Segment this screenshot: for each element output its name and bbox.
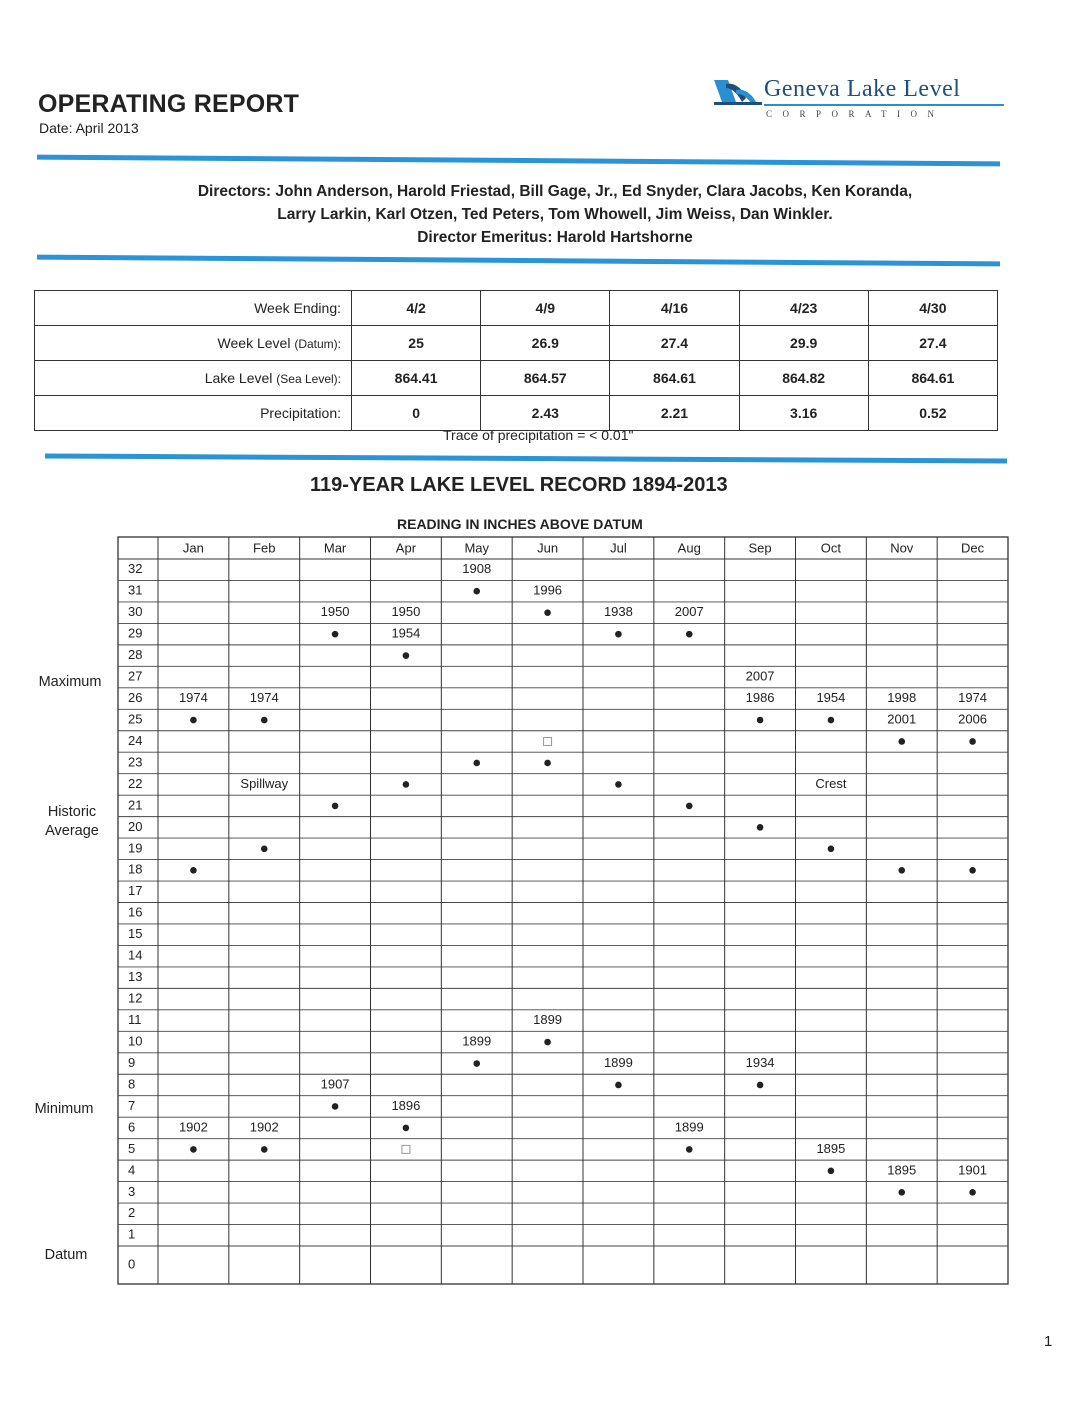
- maximum-dot: [403, 652, 410, 659]
- row-label-text: Week Ending:: [254, 300, 341, 316]
- weekly-cell: 3.16: [739, 396, 868, 431]
- month-header: Jul: [610, 540, 627, 556]
- month-header: Feb: [253, 540, 276, 556]
- record-title: 119-YEAR LAKE LEVEL RECORD 1894-2013: [310, 474, 728, 496]
- month-header: Oct: [820, 540, 842, 556]
- level-label: 24: [128, 732, 143, 748]
- maximum-year-label: 1954: [391, 625, 421, 641]
- weekly-cell: 0: [352, 396, 481, 431]
- maximum-dot: [544, 609, 551, 616]
- level-label: 17: [128, 883, 143, 899]
- row-label-text: Week Level: [217, 335, 295, 351]
- month-header: Aug: [677, 540, 701, 556]
- minimum-dot: [969, 1189, 976, 1196]
- minimum-year-label: 1902: [178, 1119, 208, 1135]
- weekly-cell: 864.57: [481, 361, 610, 396]
- maximum-dot: [757, 717, 764, 724]
- level-label: 0: [128, 1256, 136, 1272]
- minimum-dot: [615, 1082, 622, 1089]
- maximum-year-label: 2007: [745, 668, 775, 684]
- maximum-year-label: 1950: [391, 604, 421, 620]
- weekly-cell: 864.41: [352, 361, 481, 396]
- weekly-cell: 864.61: [610, 361, 739, 396]
- maximum-year-label: 1974: [178, 689, 208, 705]
- weekly-cell: 4/16: [610, 291, 739, 326]
- level-label: 3: [128, 1183, 136, 1199]
- label-minimum: Minimum: [34, 1101, 94, 1117]
- maximum-year-label: 1954: [816, 689, 846, 705]
- row-label-text: Precipitation:: [260, 405, 341, 421]
- maximum-year-label: 1908: [462, 561, 492, 577]
- directors-line-2: Larry Larkin, Karl Otzen, Ted Peters, Tom Whowell, Jim Weiss, Dan Winkler.: [277, 206, 833, 223]
- annotation-label: Spillway: [240, 775, 289, 791]
- maximum-year-label: 1996: [533, 582, 563, 598]
- minimum-year-label: 1934: [745, 1054, 775, 1070]
- row-label-text: Lake Level: [204, 370, 277, 386]
- level-label: 18: [128, 861, 143, 877]
- level-label: 29: [128, 625, 143, 641]
- level-label: 25: [128, 711, 143, 727]
- weekly-cell: 4/30: [868, 291, 997, 326]
- weekly-cell: 2.21: [610, 396, 739, 431]
- minimum-year-label: 1901: [958, 1162, 988, 1178]
- month-header: Jun: [537, 540, 559, 556]
- level-label: 10: [128, 1033, 143, 1049]
- minimum-dot: [828, 1168, 835, 1175]
- level-label: 19: [128, 840, 143, 856]
- weekly-cell: 4/2: [352, 291, 481, 326]
- level-label: 16: [128, 904, 143, 920]
- row-label-unit: (Sea Level):: [276, 372, 341, 386]
- weekly-cell: 864.82: [739, 361, 868, 396]
- minimum-dot: [332, 1103, 339, 1110]
- minimum-year-label: 1902: [249, 1119, 279, 1135]
- maximum-year-label: 1950: [320, 604, 350, 620]
- maximum-year-label: 2007: [674, 604, 704, 620]
- level-label: 4: [128, 1162, 136, 1178]
- minimum-year-label: 1899: [674, 1119, 704, 1135]
- logo-subtitle: CORPORATION: [766, 109, 945, 119]
- month-header: Apr: [395, 540, 417, 556]
- maximum-dot: [615, 631, 622, 638]
- minimum-year-label: 1899: [603, 1054, 633, 1070]
- report-date: Date: April 2013: [39, 120, 139, 136]
- minimum-dot: [898, 1189, 905, 1196]
- level-label: 8: [128, 1076, 136, 1092]
- label-maximum: Maximum: [38, 674, 102, 690]
- minimum-year-label: 1896: [391, 1097, 421, 1113]
- historic-average-dot: [261, 846, 268, 853]
- minimum-dot: [473, 1060, 480, 1067]
- month-header: Jan: [182, 540, 204, 556]
- level-label: 21: [128, 797, 143, 813]
- annotation-label: Crest: [815, 775, 847, 791]
- maximum-dot: [261, 717, 268, 724]
- level-label: 30: [128, 604, 143, 620]
- weekly-cell: 27.4: [610, 326, 739, 361]
- weekly-cell: 26.9: [481, 326, 610, 361]
- report-title: OPERATING REPORT: [38, 90, 300, 118]
- level-label: 28: [128, 647, 143, 663]
- month-header: May: [464, 540, 490, 556]
- minimum-year-label: 1907: [320, 1076, 350, 1092]
- directors-line-1: Directors: John Anderson, Harold Friestad, Bill Gage, Jr., Ed Snyder, Clara Jacobs, Ken Koranda,: [197, 183, 913, 200]
- historic-average-dot: [898, 867, 905, 874]
- maximum-year-label: 1974: [958, 689, 988, 705]
- level-label: 15: [128, 926, 143, 942]
- maximum-dot: [898, 738, 905, 745]
- level-label: 23: [128, 754, 143, 770]
- label-average: Average: [45, 823, 99, 839]
- weekly-cell: 27.4: [868, 326, 997, 361]
- historic-average-dot: [757, 824, 764, 831]
- historic-average-dot: [828, 846, 835, 853]
- level-label: 22: [128, 775, 143, 791]
- minimum-year-label: 1895: [887, 1162, 917, 1178]
- maximum-year-label: 1974: [249, 689, 279, 705]
- weekly-cell: 29.9: [739, 326, 868, 361]
- level-label: 20: [128, 818, 143, 834]
- historic-average-dot: [403, 781, 410, 788]
- maximum-year-label: 2006: [958, 711, 988, 727]
- current-level-marker: [402, 1145, 410, 1153]
- label-historic: Historic: [47, 804, 97, 820]
- level-label: 26: [128, 689, 143, 705]
- weekly-cell: 2.43: [481, 396, 610, 431]
- month-header: Nov: [890, 540, 914, 556]
- minimum-dot: [757, 1082, 764, 1089]
- historic-average-dot: [615, 781, 622, 788]
- maximum-dot: [190, 717, 197, 724]
- level-label: 27: [128, 668, 143, 684]
- grid-frame: [118, 537, 1008, 1284]
- weekly-cell: 4/23: [739, 291, 868, 326]
- maximum-dot: [969, 738, 976, 745]
- historic-average-dot: [190, 867, 197, 874]
- level-label: 5: [128, 1140, 136, 1156]
- weekly-cell: 864.61: [868, 361, 997, 396]
- maximum-year-label: 1986: [745, 689, 775, 705]
- minimum-dot: [544, 1039, 551, 1046]
- logo-name: Geneva Lake Level: [764, 76, 961, 102]
- minimum-dot: [403, 1125, 410, 1132]
- minimum-dot: [261, 1146, 268, 1153]
- historic-average-dot: [969, 867, 976, 874]
- current-level-marker: [544, 737, 552, 745]
- level-label: 12: [128, 990, 143, 1006]
- maximum-dot: [828, 717, 835, 724]
- historic-average-dot: [686, 803, 693, 810]
- level-label: 32: [128, 561, 143, 577]
- minimum-dot: [190, 1146, 197, 1153]
- month-header: Sep: [748, 540, 772, 556]
- minimum-year-label: 1895: [816, 1140, 846, 1156]
- weekly-cell: 25: [352, 326, 481, 361]
- historic-average-dot: [473, 760, 480, 767]
- month-header: Mar: [323, 540, 347, 556]
- page-number: 1: [1044, 1333, 1053, 1350]
- level-label: 7: [128, 1097, 136, 1113]
- minimum-year-label: 1899: [533, 1012, 563, 1028]
- maximum-year-label: 1998: [887, 689, 917, 705]
- level-label: 31: [128, 582, 143, 598]
- maximum-year-label: 1938: [603, 604, 633, 620]
- level-label: 11: [128, 1012, 142, 1028]
- maximum-year-label: 2001: [887, 711, 917, 727]
- historic-average-dot: [544, 760, 551, 767]
- row-label-unit: (Datum):: [294, 337, 341, 351]
- maximum-dot: [473, 588, 480, 595]
- level-label: 14: [128, 947, 143, 963]
- record-subtitle: READING IN INCHES ABOVE DATUM: [397, 516, 643, 532]
- level-label: 1: [128, 1226, 136, 1242]
- level-label: 6: [128, 1119, 136, 1135]
- minimum-year-label: 1899: [462, 1033, 492, 1049]
- label-datum: Datum: [44, 1247, 88, 1263]
- weekly-cell: 4/9: [481, 291, 610, 326]
- weekly-cell: 0.52: [868, 396, 997, 431]
- level-label: 2: [128, 1205, 136, 1221]
- directors-emeritus: Director Emeritus: Harold Hartshorne: [417, 229, 693, 246]
- trace-note: Trace of precipitation = < 0.01": [443, 427, 634, 443]
- maximum-dot: [332, 631, 339, 638]
- historic-average-dot: [332, 803, 339, 810]
- level-label: 9: [128, 1054, 136, 1070]
- maximum-dot: [686, 631, 693, 638]
- minimum-dot: [686, 1146, 693, 1153]
- month-header: Dec: [961, 540, 985, 556]
- level-label: 13: [128, 969, 143, 985]
